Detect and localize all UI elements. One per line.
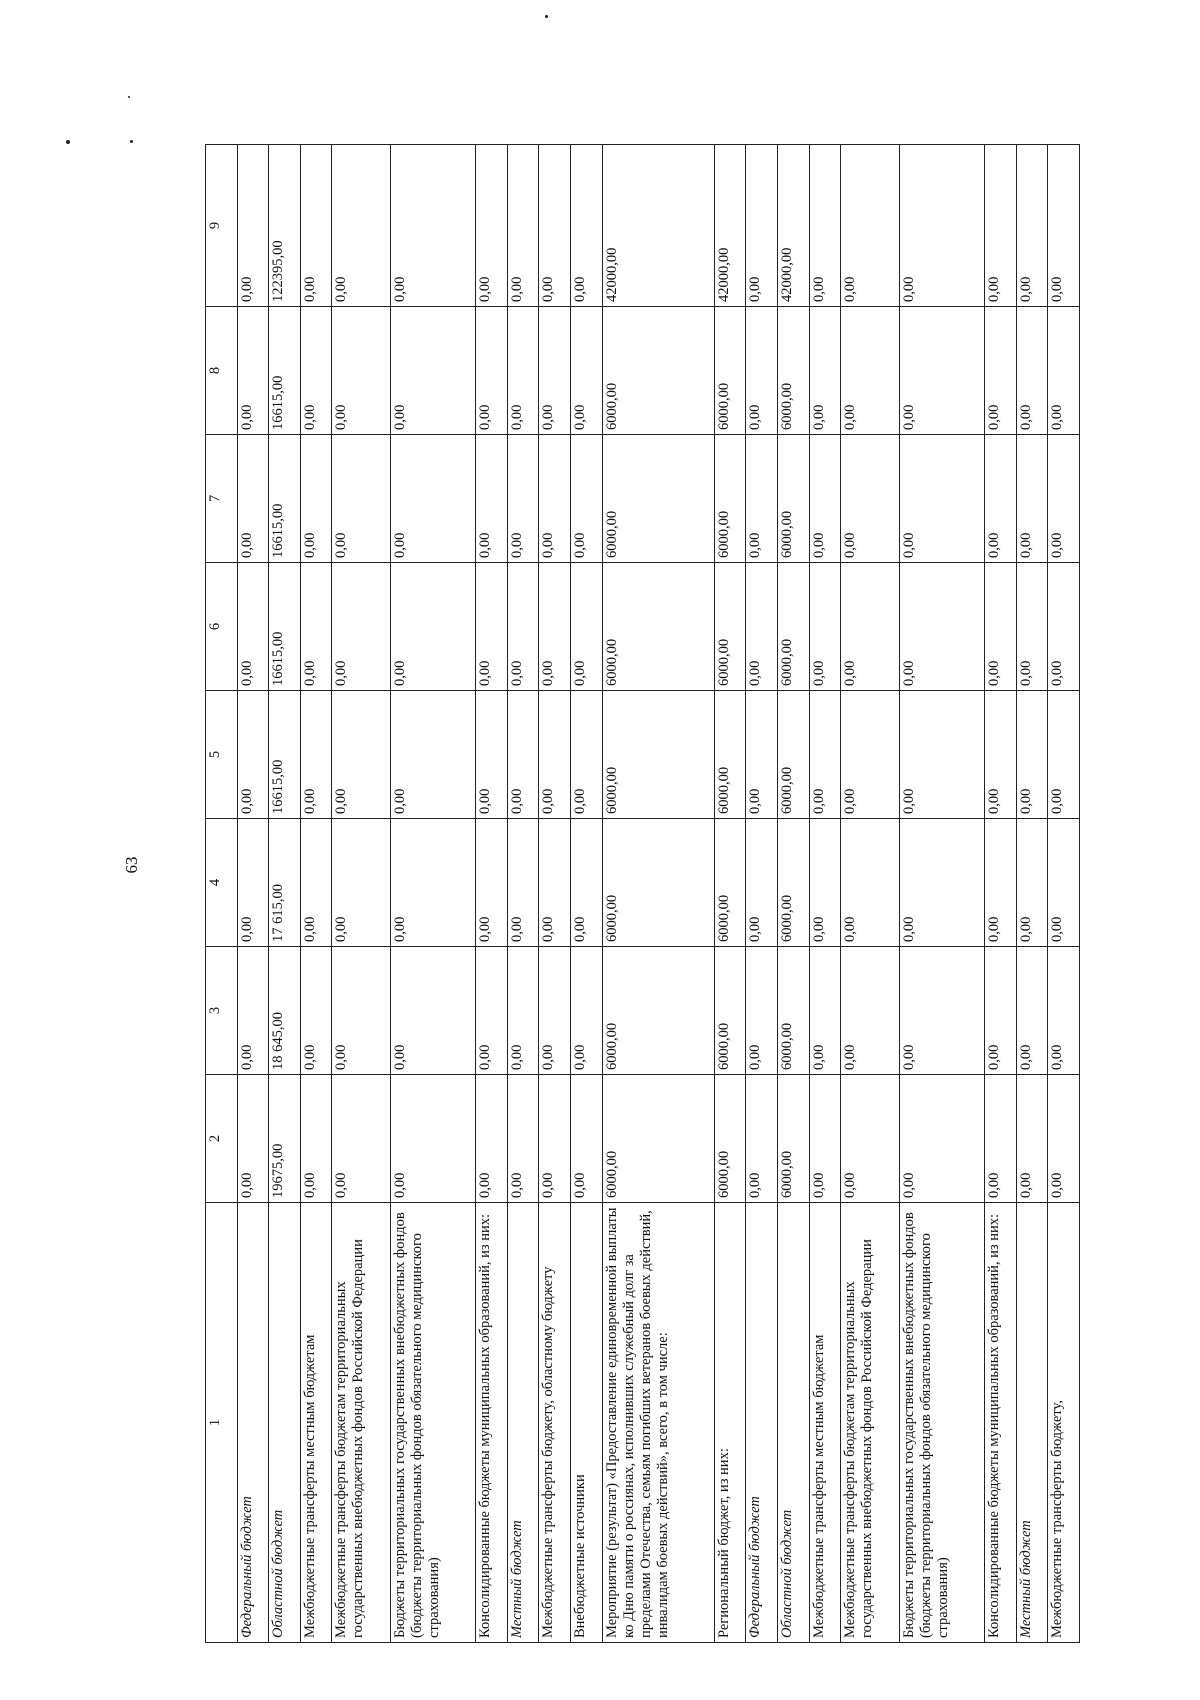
value-cell: 0,00 xyxy=(985,563,1017,691)
value-cell: 6000,00 xyxy=(778,819,810,947)
value-cell: 0,00 xyxy=(985,307,1017,435)
table-row xyxy=(899,145,984,1643)
value-cell: 0,00 xyxy=(476,819,508,947)
value-cell: 0,00 xyxy=(476,145,508,307)
value-cell: 0,00 xyxy=(985,145,1017,307)
value-cell: 0,00 xyxy=(476,947,508,1075)
value-cell: 6000,00 xyxy=(602,947,714,1075)
value-cell: 0,00 xyxy=(300,947,332,1075)
table-row xyxy=(507,145,539,1643)
row-label: Областной бюджет xyxy=(778,1203,810,1643)
row-label: Межбюджетные трансферты местным бюджетам xyxy=(809,1203,841,1643)
value-cell: 0,00 xyxy=(841,691,899,819)
row-label: Межбюджетные трансферты местным бюджетам xyxy=(300,1203,332,1643)
value-cell: 0,00 xyxy=(841,145,899,307)
value-cell: 0,00 xyxy=(809,563,841,691)
scan-speck xyxy=(130,140,133,143)
value-cell: 6000,00 xyxy=(714,1075,746,1203)
row-label: Федеральный бюджет xyxy=(237,1203,269,1643)
value-cell: 0,00 xyxy=(1048,691,1080,819)
value-cell: 0,00 xyxy=(539,145,571,307)
value-cell: 0,00 xyxy=(300,307,332,435)
value-cell: 0,00 xyxy=(507,435,539,563)
row-label: Межбюджетные трансферты бюджетам территориальных государственных внебюджетных фондов Российской Федерации xyxy=(841,1203,899,1643)
value-cell: 0,00 xyxy=(809,145,841,307)
value-cell: 18 645,00 xyxy=(269,947,301,1075)
table-row xyxy=(809,145,841,1643)
column-header: 5 xyxy=(206,691,238,819)
value-cell: 0,00 xyxy=(390,563,475,691)
value-cell: 0,00 xyxy=(1016,819,1048,947)
value-cell: 0,00 xyxy=(237,563,269,691)
value-cell: 122395,00 xyxy=(269,145,301,307)
value-cell: 0,00 xyxy=(809,1075,841,1203)
value-cell: 0,00 xyxy=(476,691,508,819)
value-cell: 0,00 xyxy=(300,691,332,819)
value-cell: 42000,00 xyxy=(714,145,746,307)
value-cell: 6000,00 xyxy=(778,947,810,1075)
budget-table-container xyxy=(205,145,1080,1643)
table-row xyxy=(714,145,746,1643)
table-row xyxy=(476,145,508,1643)
column-header: 8 xyxy=(206,307,238,435)
value-cell: 0,00 xyxy=(571,691,603,819)
value-cell: 0,00 xyxy=(841,435,899,563)
value-cell: 0,00 xyxy=(746,307,778,435)
value-cell: 0,00 xyxy=(1016,435,1048,563)
value-cell: 0,00 xyxy=(746,819,778,947)
value-cell: 0,00 xyxy=(390,947,475,1075)
value-cell: 0,00 xyxy=(1048,1075,1080,1203)
value-cell: 0,00 xyxy=(809,947,841,1075)
value-cell: 0,00 xyxy=(300,435,332,563)
value-cell: 6000,00 xyxy=(602,691,714,819)
scan-speck xyxy=(128,96,130,98)
value-cell: 0,00 xyxy=(539,691,571,819)
row-label: Межбюджетные трансферты бюджетам территориальных государственных внебюджетных фондов Российской Федерации xyxy=(332,1203,390,1643)
value-cell: 0,00 xyxy=(332,819,390,947)
value-cell: 0,00 xyxy=(539,1075,571,1203)
value-cell: 0,00 xyxy=(539,307,571,435)
value-cell: 0,00 xyxy=(237,435,269,563)
column-header: 4 xyxy=(206,819,238,947)
value-cell: 0,00 xyxy=(571,1075,603,1203)
table-row xyxy=(300,145,332,1643)
value-cell: 0,00 xyxy=(1048,307,1080,435)
value-cell: 0,00 xyxy=(571,563,603,691)
value-cell: 0,00 xyxy=(390,307,475,435)
table-row xyxy=(746,145,778,1643)
value-cell: 0,00 xyxy=(985,1075,1017,1203)
value-cell: 6000,00 xyxy=(602,1075,714,1203)
value-cell: 0,00 xyxy=(507,145,539,307)
table-row xyxy=(1048,145,1080,1643)
value-cell: 0,00 xyxy=(899,947,984,1075)
column-header: 9 xyxy=(206,145,238,307)
value-cell: 0,00 xyxy=(571,819,603,947)
value-cell: 0,00 xyxy=(899,563,984,691)
row-label: Консолидированные бюджеты муниципальных образований, из них: xyxy=(476,1203,508,1643)
row-label: Межбюджетные трансферты бюджету, xyxy=(1048,1203,1080,1643)
column-header: 1 xyxy=(206,1203,238,1643)
value-cell: 42000,00 xyxy=(602,145,714,307)
value-cell: 6000,00 xyxy=(714,435,746,563)
page-number: 63 xyxy=(122,856,141,874)
table-row xyxy=(332,145,390,1643)
table-row xyxy=(1016,145,1048,1643)
value-cell: 0,00 xyxy=(841,307,899,435)
value-cell: 16615,00 xyxy=(269,563,301,691)
value-cell: 6000,00 xyxy=(714,819,746,947)
value-cell: 0,00 xyxy=(507,819,539,947)
table-header-row xyxy=(206,145,238,1643)
value-cell: 0,00 xyxy=(746,435,778,563)
value-cell: 0,00 xyxy=(899,435,984,563)
value-cell: 6000,00 xyxy=(714,307,746,435)
value-cell: 6000,00 xyxy=(714,947,746,1075)
row-label: Федеральный бюджет xyxy=(746,1203,778,1643)
value-cell: 0,00 xyxy=(476,1075,508,1203)
row-label: Региональный бюджет, из них: xyxy=(714,1203,746,1643)
value-cell: 0,00 xyxy=(332,563,390,691)
table-row xyxy=(571,145,603,1643)
table-row xyxy=(237,145,269,1643)
value-cell: 6000,00 xyxy=(778,307,810,435)
table-row xyxy=(778,145,810,1643)
value-cell: 0,00 xyxy=(300,145,332,307)
value-cell: 0,00 xyxy=(985,691,1017,819)
value-cell: 16615,00 xyxy=(269,307,301,435)
value-cell: 0,00 xyxy=(390,819,475,947)
table-row xyxy=(539,145,571,1643)
value-cell: 0,00 xyxy=(809,819,841,947)
budget-table xyxy=(205,144,1080,1643)
value-cell: 0,00 xyxy=(985,819,1017,947)
value-cell: 0,00 xyxy=(332,691,390,819)
value-cell: 0,00 xyxy=(476,435,508,563)
value-cell: 0,00 xyxy=(1048,145,1080,307)
table-row xyxy=(269,145,301,1643)
value-cell: 0,00 xyxy=(390,691,475,819)
value-cell: 0,00 xyxy=(746,1075,778,1203)
value-cell: 0,00 xyxy=(1016,947,1048,1075)
row-label: Областной бюджет xyxy=(269,1203,301,1643)
value-cell: 0,00 xyxy=(899,1075,984,1203)
value-cell: 0,00 xyxy=(985,947,1017,1075)
value-cell: 0,00 xyxy=(1016,563,1048,691)
value-cell: 0,00 xyxy=(390,145,475,307)
value-cell: 0,00 xyxy=(300,819,332,947)
value-cell: 0,00 xyxy=(476,563,508,691)
value-cell: 19675,00 xyxy=(269,1075,301,1203)
value-cell: 0,00 xyxy=(390,435,475,563)
value-cell: 0,00 xyxy=(237,819,269,947)
row-label: Местный бюджет xyxy=(507,1203,539,1643)
row-label: Бюджеты территориальных государственных внебюджетных фондов (бюджеты территориальных фондов обязательного медицинского страхования) xyxy=(899,1203,984,1643)
value-cell: 0,00 xyxy=(300,563,332,691)
value-cell: 6000,00 xyxy=(602,563,714,691)
scan-speck xyxy=(545,15,548,18)
value-cell: 6000,00 xyxy=(602,435,714,563)
value-cell: 0,00 xyxy=(1048,819,1080,947)
value-cell: 0,00 xyxy=(809,691,841,819)
value-cell: 42000,00 xyxy=(778,145,810,307)
value-cell: 0,00 xyxy=(507,1075,539,1203)
value-cell: 0,00 xyxy=(746,563,778,691)
value-cell: 0,00 xyxy=(899,145,984,307)
value-cell: 6000,00 xyxy=(714,691,746,819)
value-cell: 0,00 xyxy=(507,307,539,435)
value-cell: 6000,00 xyxy=(714,563,746,691)
value-cell: 6000,00 xyxy=(602,819,714,947)
value-cell: 0,00 xyxy=(539,947,571,1075)
table-row xyxy=(602,145,714,1643)
value-cell: 0,00 xyxy=(571,307,603,435)
value-cell: 6000,00 xyxy=(778,435,810,563)
value-cell: 0,00 xyxy=(300,1075,332,1203)
value-cell: 0,00 xyxy=(237,1075,269,1203)
value-cell: 6000,00 xyxy=(602,307,714,435)
scan-speck xyxy=(66,140,70,144)
value-cell: 0,00 xyxy=(1016,307,1048,435)
value-cell: 0,00 xyxy=(899,691,984,819)
value-cell: 0,00 xyxy=(1048,563,1080,691)
row-label: Внебюджетные источники xyxy=(571,1203,603,1643)
value-cell: 0,00 xyxy=(841,563,899,691)
value-cell: 0,00 xyxy=(332,307,390,435)
value-cell: 0,00 xyxy=(746,145,778,307)
value-cell: 0,00 xyxy=(332,1075,390,1203)
column-header: 3 xyxy=(206,947,238,1075)
value-cell: 0,00 xyxy=(237,145,269,307)
value-cell: 0,00 xyxy=(476,307,508,435)
value-cell: 16615,00 xyxy=(269,435,301,563)
value-cell: 0,00 xyxy=(809,307,841,435)
value-cell: 0,00 xyxy=(1016,691,1048,819)
value-cell: 0,00 xyxy=(841,1075,899,1203)
value-cell: 0,00 xyxy=(809,435,841,563)
value-cell: 0,00 xyxy=(746,691,778,819)
value-cell: 6000,00 xyxy=(778,691,810,819)
value-cell: 0,00 xyxy=(332,435,390,563)
value-cell: 0,00 xyxy=(1048,947,1080,1075)
value-cell: 0,00 xyxy=(985,435,1017,563)
value-cell: 0,00 xyxy=(332,145,390,307)
value-cell: 0,00 xyxy=(539,563,571,691)
value-cell: 0,00 xyxy=(746,947,778,1075)
value-cell: 16615,00 xyxy=(269,691,301,819)
value-cell: 0,00 xyxy=(841,819,899,947)
value-cell: 17 615,00 xyxy=(269,819,301,947)
value-cell: 0,00 xyxy=(237,691,269,819)
value-cell: 0,00 xyxy=(1048,435,1080,563)
column-header: 7 xyxy=(206,435,238,563)
table-body xyxy=(206,145,1080,1643)
table-row xyxy=(841,145,899,1643)
row-label: Местный бюджет xyxy=(1016,1203,1048,1643)
value-cell: 0,00 xyxy=(539,819,571,947)
value-cell: 6000,00 xyxy=(778,1075,810,1203)
value-cell: 0,00 xyxy=(539,435,571,563)
value-cell: 0,00 xyxy=(507,563,539,691)
value-cell: 0,00 xyxy=(237,307,269,435)
value-cell: 6000,00 xyxy=(778,563,810,691)
value-cell: 0,00 xyxy=(1016,1075,1048,1203)
value-cell: 0,00 xyxy=(390,1075,475,1203)
value-cell: 0,00 xyxy=(571,947,603,1075)
value-cell: 0,00 xyxy=(571,145,603,307)
value-cell: 0,00 xyxy=(571,435,603,563)
value-cell: 0,00 xyxy=(1016,145,1048,307)
column-header: 2 xyxy=(206,1075,238,1203)
value-cell: 0,00 xyxy=(507,947,539,1075)
row-label: Мероприятие (результат) «Предоставление единовременной выплаты ко Дню памяти о россиянах, исполнивших служебный долг за пределами Отечества, семьям погибших ветеранов боевых действий, инвалидам боевых действий», всего, в том числе: xyxy=(602,1203,714,1643)
table-row xyxy=(985,145,1017,1643)
row-label: Бюджеты территориальных государственных внебюджетных фондов (бюджеты территориальных фондов обязательного медицинского страхования) xyxy=(390,1203,475,1643)
value-cell: 0,00 xyxy=(237,947,269,1075)
row-label: Консолидированные бюджеты муниципальных образований, из них: xyxy=(985,1203,1017,1643)
value-cell: 0,00 xyxy=(332,947,390,1075)
value-cell: 0,00 xyxy=(899,307,984,435)
row-label: Межбюджетные трансферты бюджету, областному бюджету xyxy=(539,1203,571,1643)
value-cell: 0,00 xyxy=(507,691,539,819)
value-cell: 0,00 xyxy=(841,947,899,1075)
column-header: 6 xyxy=(206,563,238,691)
table-row xyxy=(390,145,475,1643)
value-cell: 0,00 xyxy=(899,819,984,947)
